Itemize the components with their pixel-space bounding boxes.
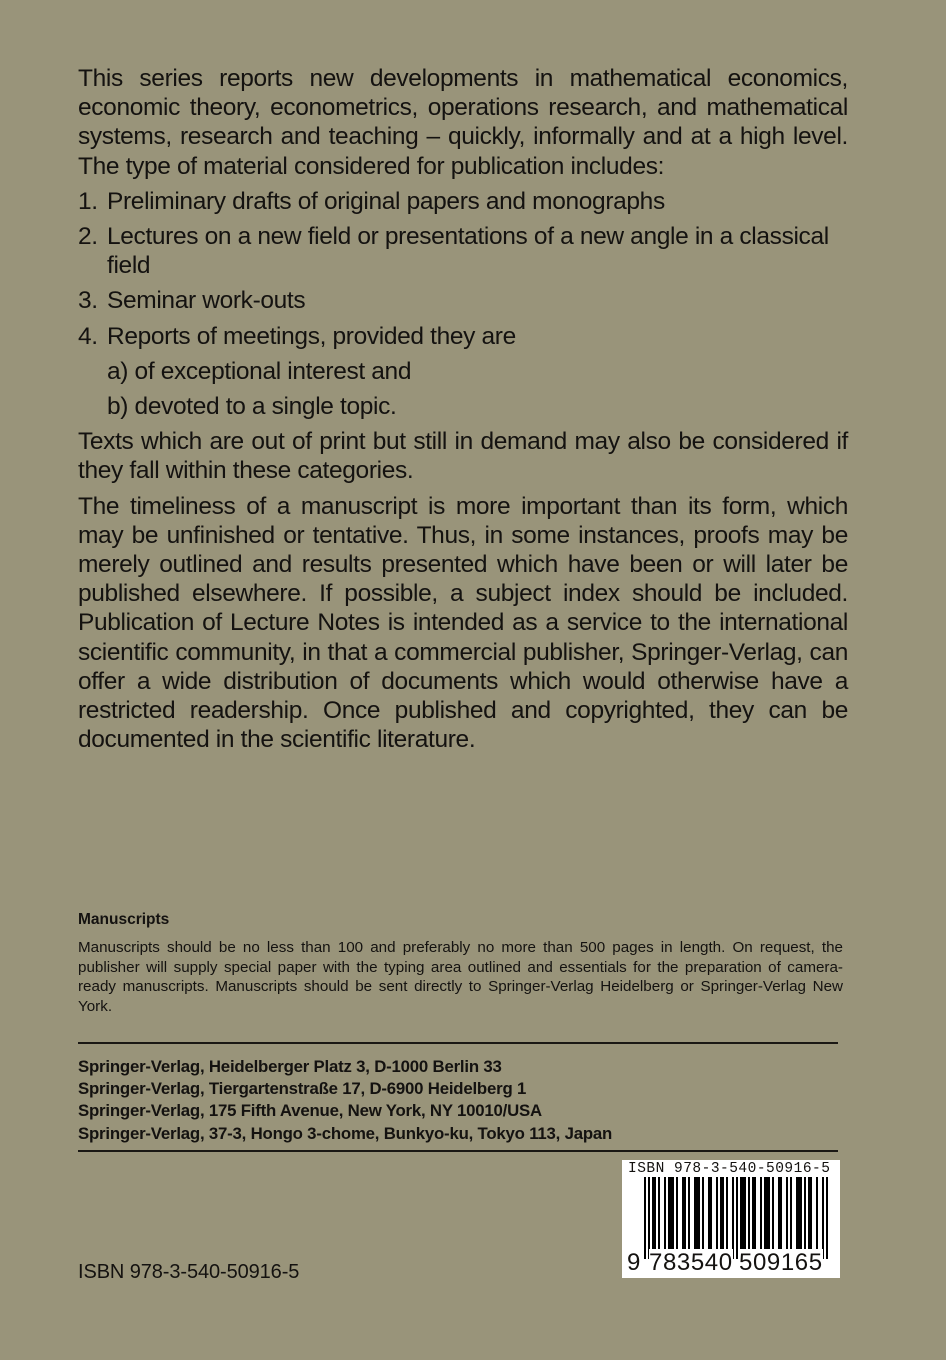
address-tokyo: Springer-Verlag, 37-3, Hongo 3-chome, Bunkyo-ku, Tokyo 113, Japan <box>78 1123 613 1143</box>
manuscripts-heading: Manuscripts <box>78 911 170 928</box>
divider-top <box>78 1042 838 1044</box>
address-berlin: Springer-Verlag, Heidelberger Platz 3, D-1000 Berlin 33 <box>78 1057 502 1076</box>
out-of-print-paragraph: Texts which are out of print but still in demand may also be considered if they fall within these categories. <box>78 428 848 485</box>
isbn-label: ISBN 978-3-540-50916-5 <box>78 1261 300 1283</box>
list-text: Preliminary drafts of original papers and monographs <box>107 187 665 215</box>
list-text: Lectures on a new field or presentations of a new angle in a classical field <box>107 223 829 280</box>
barcode-isbn-text: ISBN 978-3-540-50916-5 <box>628 1161 831 1177</box>
intro-paragraph: This series reports new developments in mathematical economics, economic theory, econometrics, operations research, and mathematical systems, research and teaching – quickly, informally and at a high level. The type of material considered for publication includes: <box>78 65 848 180</box>
barcode-right-digits: 509165 <box>739 1249 823 1276</box>
barcode-bars-icon <box>622 1177 840 1259</box>
series-description <box>78 64 848 754</box>
manuscripts-paragraph: Manuscripts should be no less than 100 and preferably no more than 500 pages in length. On request, the publisher will supply special paper with the typing area outlined and essentials for the preparation of camera-ready manuscripts. Manuscripts should be sent directly to Springer-Verlag Heidelberg or Springer-Verlag New York. <box>78 939 843 1015</box>
list-item-4 <box>78 322 848 351</box>
list-item-3 <box>78 286 848 315</box>
list-number: 3. <box>78 287 98 315</box>
timeliness-paragraph: The timeliness of a manuscript is more important than its form, which may be unfinished or tentative. Thus, in some instances, proofs may be merely outlined and results presented which have been or will later be published elsewhere. If possible, a subject index should be included. Publication of Lecture Notes is intended as a service to the international scientific community, in that a commercial publisher, Springer-Verlag, can offer a wide distribution of documents which would otherwise have a restricted readership. Once published and copyrighted, they can be documented in the scientific literature. <box>78 492 848 754</box>
isbn-barcode <box>622 1160 840 1278</box>
barcode-left-digits: 783540 <box>649 1249 733 1276</box>
list-item-1 <box>78 187 848 216</box>
list-number: 2. <box>78 223 98 251</box>
list-number: 4. <box>78 322 98 350</box>
address-new-york: Springer-Verlag, 175 Fifth Avenue, New York, NY 10010/USA <box>78 1101 542 1121</box>
publisher-addresses <box>78 1056 612 1145</box>
sub-item-b: b) devoted to a single topic. <box>107 393 397 421</box>
sub-item-a: a) of exceptional interest and <box>107 357 412 385</box>
list-number: 1. <box>78 187 98 215</box>
manuscripts-section <box>78 910 843 1016</box>
list-text: Reports of meetings, provided they are <box>107 322 516 350</box>
list-item-2 <box>78 222 848 280</box>
barcode-digits <box>622 1249 840 1279</box>
barcode-lead-digit: 9 <box>627 1249 641 1276</box>
address-heidelberg: Springer-Verlag, Tiergartenstraße 17, D-6900 Heidelberg 1 <box>78 1079 527 1099</box>
list-text: Seminar work-outs <box>107 287 306 315</box>
divider-bottom <box>78 1150 838 1152</box>
